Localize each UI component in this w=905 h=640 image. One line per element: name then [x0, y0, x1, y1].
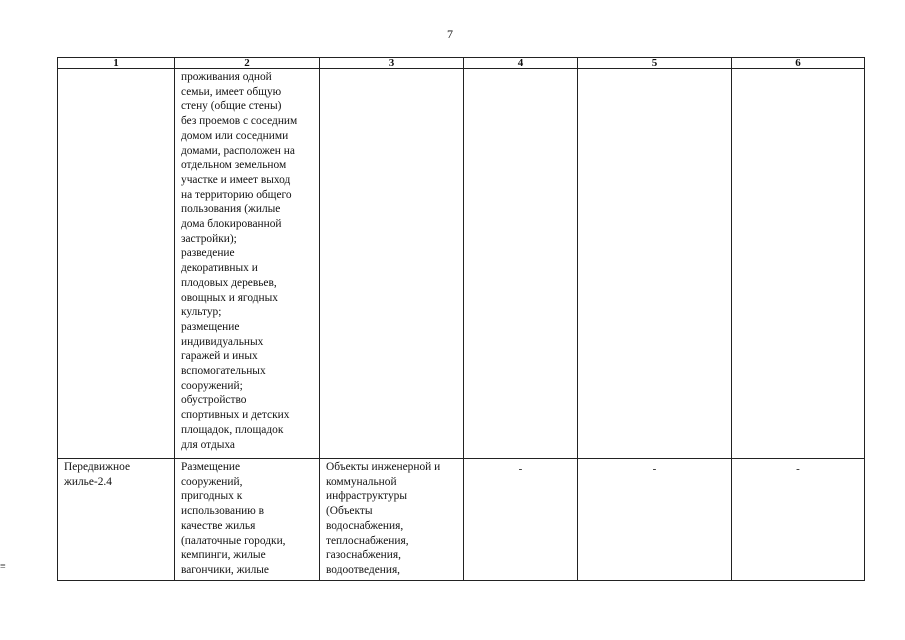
row1-col1 — [58, 69, 175, 459]
row1-col2: проживания одной семьи, имеет общую стену (общие стены) без проемов с соседним домом или соседними домами, расположен на отдельном земельном участке и имеет выход на территорию общего пользования (жилые дома блокированной застройки); разведение декоративных и плодовых деревьев, овощных и ягодных культур; размещение индивидуальных гаражей и иных вспомогательных сооружений; обустройство спортивных и детских площадок, площадок для отдыха — [175, 69, 320, 459]
row2-col6: - — [732, 459, 865, 581]
table-row — [58, 459, 865, 581]
row2-col4: - — [464, 459, 578, 581]
document-table — [57, 57, 865, 581]
row1-col4 — [464, 69, 578, 459]
table-row — [58, 69, 865, 459]
row2-col5: - — [578, 459, 732, 581]
margin-mark: ≡ — [0, 561, 6, 572]
row2-col3: Объекты инженерной и коммунальной инфраструктуры (Объекты водоснабжения, теплоснабжения, газоснабжения, водоотведения, — [320, 459, 464, 581]
header-cell-3: 3 — [320, 58, 464, 69]
row2-col2: Размещение сооружений, пригодных к использованию в качестве жилья (палаточные городки, кемпинги, жилые вагончики, жилые — [175, 459, 320, 581]
header-cell-4: 4 — [464, 58, 578, 69]
header-cell-2: 2 — [175, 58, 320, 69]
header-cell-1: 1 — [58, 58, 175, 69]
row2-col1: Передвижное жилье-2.4 — [58, 459, 175, 581]
header-cell-6: 6 — [732, 58, 865, 69]
table-header-row — [58, 58, 865, 69]
header-cell-5: 5 — [578, 58, 732, 69]
page-number: 7 — [447, 27, 453, 41]
row1-col5 — [578, 69, 732, 459]
row1-col6 — [732, 69, 865, 459]
row1-col3 — [320, 69, 464, 459]
